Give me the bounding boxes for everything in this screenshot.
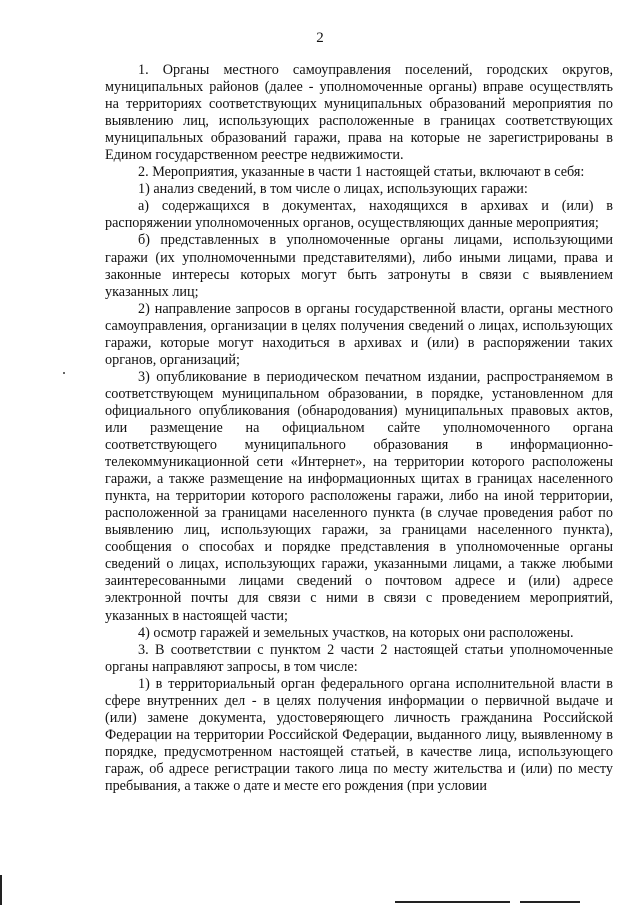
paragraph-3-item-1: 1) в территориальный орган федерального органа исполнительной власти в сфере внутренних дел - в целях получения информации о первичной выдаче и (или) замене документа, удостоверяющего личность гражданина Российской Федерации на территории Российской Федерации, выданного лицу, выявленному в порядке, предусмотренном настоящей статьей, в качестве лица, использующего гараж, об адресе регистрации такого лица по месту жительства и (или) по месту пребывания, а также о дате и месте его рождения (при условии (105, 675, 613, 794)
page-number: 2 (316, 30, 324, 46)
document-body (105, 62, 613, 795)
paragraph-3: 3. В соответствии с пунктом 2 части 2 настоящей статьи уполномоченные органы направляют запросы, в том числе: (105, 641, 613, 675)
paragraph-2: 2. Мероприятия, указанные в части 1 настоящей статьи, включают в себя: (138, 164, 585, 181)
paragraph-2-item-1b: б) представленных в уполномоченные органы лицами, использующими гаражи (их уполномоченными представителями), либо иными лицами, права и законные интересы которых могут быть затронуты в связи с выявлением указанных лиц; (105, 232, 613, 300)
paragraph-2-item-2: 2) направление запросов в органы государственной власти, органы местного самоуправления, организации в целях получения сведений о лицах, использующих гаражи, которые могут находиться в архивах и (или) в распоряжении таких органов, организаций; (105, 300, 613, 368)
scan-artifact-dot (63, 372, 65, 374)
scan-artifact-bottom (395, 901, 510, 903)
paragraph-2-item-4: 4) осмотр гаражей и земельных участков, на которых они расположены. (138, 624, 574, 641)
paragraph-2-item-1a: а) содержащихся в документах, находящихся в архивах и (или) в распоряжении уполномоченных органов, осуществляющих данные мероприятия; (105, 198, 613, 232)
scan-artifact-left (0, 875, 2, 905)
scan-artifact-bottom-right (520, 901, 580, 903)
paragraph-2-item-3: 3) опубликование в периодическом печатном издании, распространяемом в соответствующем муниципальном образовании, в порядке, установленном для официального опубликования (обнародования) муниципальных правовых актов, или размещение на официальном сайте уполномоченного органа соответствующего муниципального образования в информационно-телекоммуникационной сети «Интернет», на территории которого расположены гаражи, а также размещение на информационных щитах в границах населенного пункта, на территории которого расположены гаражи, либо на иной территории, расположенной за границами населенного пункта (в случае проведения работ по выявлению лиц, использующих гаражи, за границами населенного пункта), сообщения о способах и порядке представления в уполномоченные органы сведений о лицах, использующих гаражи, указанными лицами, а также любыми заинтересованными лицами сведений о почтовом адресе и (или) адресе электронной почты для связи с ними в связи с проведением мероприятий, указанных в настоящей части; (105, 368, 613, 624)
paragraph-2-item-1: 1) анализ сведений, в том числе о лицах, использующих гаражи: (138, 181, 528, 198)
paragraph-1: 1. Органы местного самоуправления поселений, городских округов, муниципальных районов (далее - уполномоченные органы) вправе осуществлять на территориях соответствующих муниципальных образований мероприятия по выявлению лиц, использующих расположенные в границах соответствующих муниципальных образований гаражи, права на которые не зарегистрированы в Едином государственном реестре недвижимости. (105, 62, 613, 164)
